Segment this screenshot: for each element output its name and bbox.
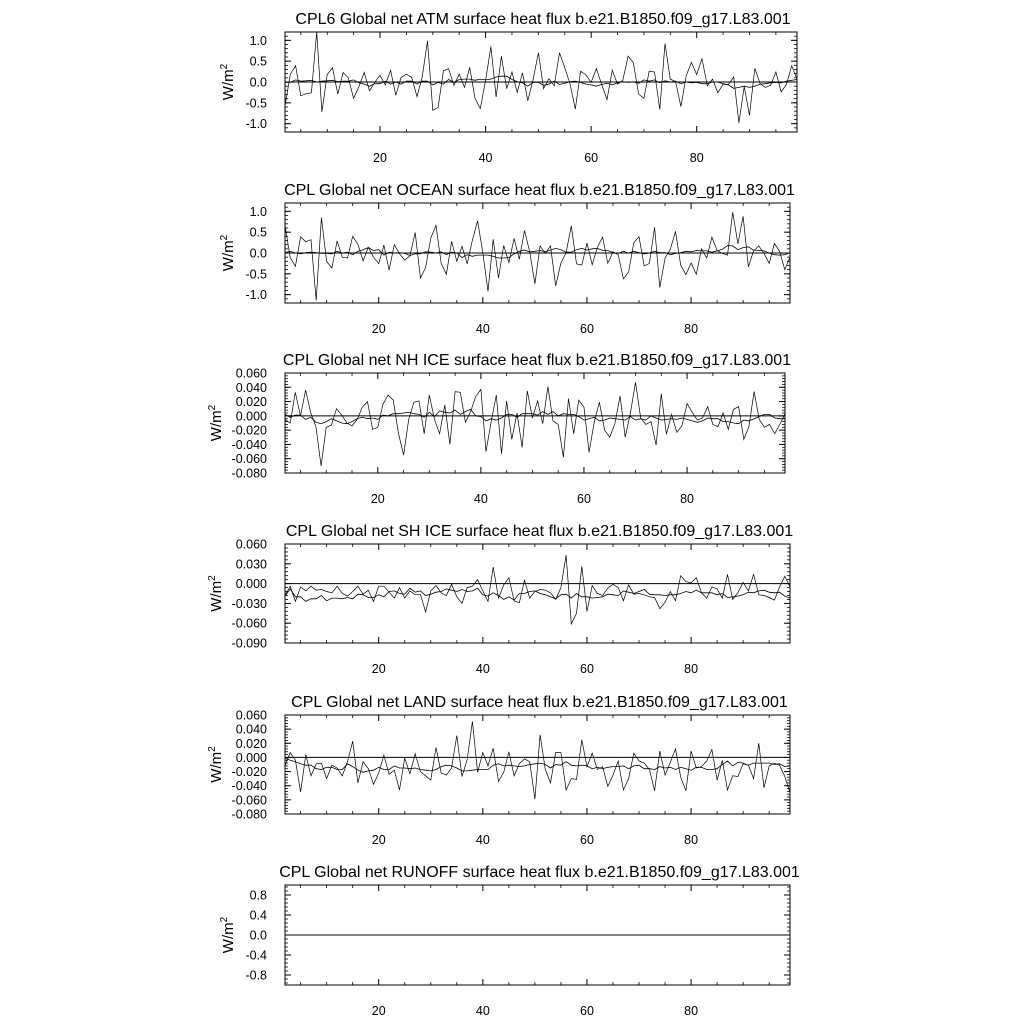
series-line-1 [285, 32, 797, 123]
y-tick-label: 1.0 [249, 33, 267, 48]
y-tick-label: -0.060 [231, 793, 267, 808]
y-tick-label: 0.0 [249, 75, 267, 90]
series-line-2 [285, 409, 785, 423]
y-tick-label: 0.0 [249, 246, 267, 261]
series-line-2 [285, 246, 790, 259]
x-tick-label: 20 [371, 662, 386, 676]
x-tick-label: 20 [371, 322, 386, 336]
series-line-1 [285, 555, 790, 624]
panel-title: CPL Global net RUNOFF surface heat flux b.e21.B1850.f09_g17.L83.001 [279, 864, 800, 881]
y-tick-label: 0.000 [235, 750, 267, 765]
y-tick-label: -1.0 [245, 288, 267, 303]
series-line-1 [285, 721, 790, 799]
y-tick-label: 0.060 [235, 366, 267, 381]
y-tick-label: -0.040 [231, 437, 267, 452]
panel-3 [207, 352, 791, 506]
y-tick-label: -0.020 [231, 765, 267, 780]
panel-4 [207, 523, 793, 676]
y-tick-label: 0.040 [235, 722, 267, 737]
panel-title: CPL Global net SH ICE surface heat flux b.e21.B1850.f09_g17.L83.001 [285, 523, 794, 540]
y-tick-label: 0.020 [235, 395, 267, 410]
y-tick-label: -0.5 [245, 267, 267, 282]
y-tick-label: -0.020 [231, 423, 267, 438]
y-axis-label-superscript: 2 [207, 575, 218, 581]
y-tick-label: -0.4 [245, 948, 267, 963]
y-tick-label: 0.040 [235, 380, 267, 395]
y-tick-label: -0.080 [231, 807, 267, 822]
y-tick-label: 0.020 [235, 736, 267, 751]
x-tick-label: 40 [475, 1004, 490, 1018]
x-tick-label: 60 [577, 492, 591, 506]
x-tick-label: 80 [684, 1004, 699, 1018]
y-tick-label: -0.8 [245, 968, 267, 983]
y-tick-label: 0.4 [249, 908, 267, 923]
y-axis-label [207, 746, 225, 783]
y-axis-label-superscript: 2 [207, 746, 218, 752]
panel-1 [219, 11, 797, 165]
series-line-1 [285, 212, 790, 300]
y-tick-label: -0.040 [231, 779, 267, 794]
x-tick-label: 60 [580, 322, 594, 336]
y-tick-label: 0.030 [235, 557, 267, 572]
y-axis-label [207, 404, 225, 441]
x-tick-label: 20 [371, 1004, 386, 1018]
y-axis-label-superscript: 2 [219, 63, 230, 70]
y-axis-label-text: W/m [220, 922, 237, 954]
y-tick-label: -0.080 [231, 466, 267, 481]
x-tick-label: 60 [580, 662, 594, 676]
panel-2 [219, 182, 795, 336]
x-tick-label: 80 [684, 322, 699, 336]
y-tick-label: -0.060 [231, 452, 267, 467]
x-tick-label: 80 [684, 833, 699, 847]
y-tick-label: 0.060 [235, 708, 267, 723]
y-tick-label: -1.0 [245, 117, 267, 132]
x-tick-label: 80 [689, 151, 704, 165]
y-axis-label [219, 916, 237, 953]
y-tick-label: -0.030 [231, 596, 267, 611]
x-tick-label: 20 [370, 492, 385, 506]
panel-title: CPL Global net NH ICE surface heat flux b.e21.B1850.f09_g17.L83.001 [282, 352, 792, 369]
y-axis-label-text: W/m [208, 751, 225, 783]
x-tick-label: 40 [475, 833, 490, 847]
panel-title: CPL6 Global net ATM surface heat flux b.e21.B1850.f09_g17.L83.001 [295, 11, 791, 28]
y-tick-label: 1.0 [249, 204, 267, 219]
y-tick-label: -0.090 [231, 636, 267, 651]
series-line-1 [285, 382, 785, 466]
x-tick-label: 20 [371, 833, 386, 847]
panel-title: CPL Global net LAND surface heat flux b.e21.B1850.f09_g17.L83.001 [291, 694, 788, 711]
x-tick-label: 20 [373, 151, 387, 165]
y-axis-label [207, 575, 225, 612]
y-axis-label-superscript: 2 [219, 916, 230, 923]
y-axis-label-text: W/m [208, 580, 225, 612]
y-tick-label: 0.000 [235, 409, 267, 424]
x-tick-label: 80 [680, 492, 695, 506]
y-axis-label-superscript: 2 [219, 234, 230, 241]
x-tick-label: 40 [475, 662, 490, 676]
panel-6 [219, 864, 800, 1018]
x-tick-label: 40 [475, 322, 490, 336]
y-tick-label: 0.060 [235, 537, 267, 552]
y-axis-label [219, 63, 237, 100]
y-tick-label: -0.060 [231, 616, 267, 631]
y-axis-label-text: W/m [220, 240, 237, 272]
x-tick-label: 40 [478, 151, 493, 165]
x-tick-label: 80 [684, 662, 699, 676]
plot-frame [285, 373, 785, 473]
x-tick-label: 60 [580, 1004, 594, 1018]
y-tick-label: 0.0 [249, 928, 267, 943]
x-tick-label: 60 [584, 151, 599, 165]
y-axis-label-superscript: 2 [207, 404, 218, 411]
y-axis-label-text: W/m [220, 69, 237, 101]
y-tick-label: 0.8 [249, 888, 267, 903]
x-tick-label: 60 [580, 833, 594, 847]
y-tick-label: 0.5 [249, 54, 267, 69]
y-tick-label: -0.5 [245, 96, 267, 111]
y-axis-label-text: W/m [208, 410, 225, 442]
panel-5 [207, 694, 790, 847]
panel-title: CPL Global net OCEAN surface heat flux b.e21.B1850.f09_g17.L83.001 [284, 182, 795, 199]
y-tick-label: 0.5 [249, 225, 267, 240]
x-tick-label: 40 [473, 492, 488, 506]
y-axis-label [219, 234, 237, 271]
y-tick-label: 0.000 [235, 577, 267, 592]
